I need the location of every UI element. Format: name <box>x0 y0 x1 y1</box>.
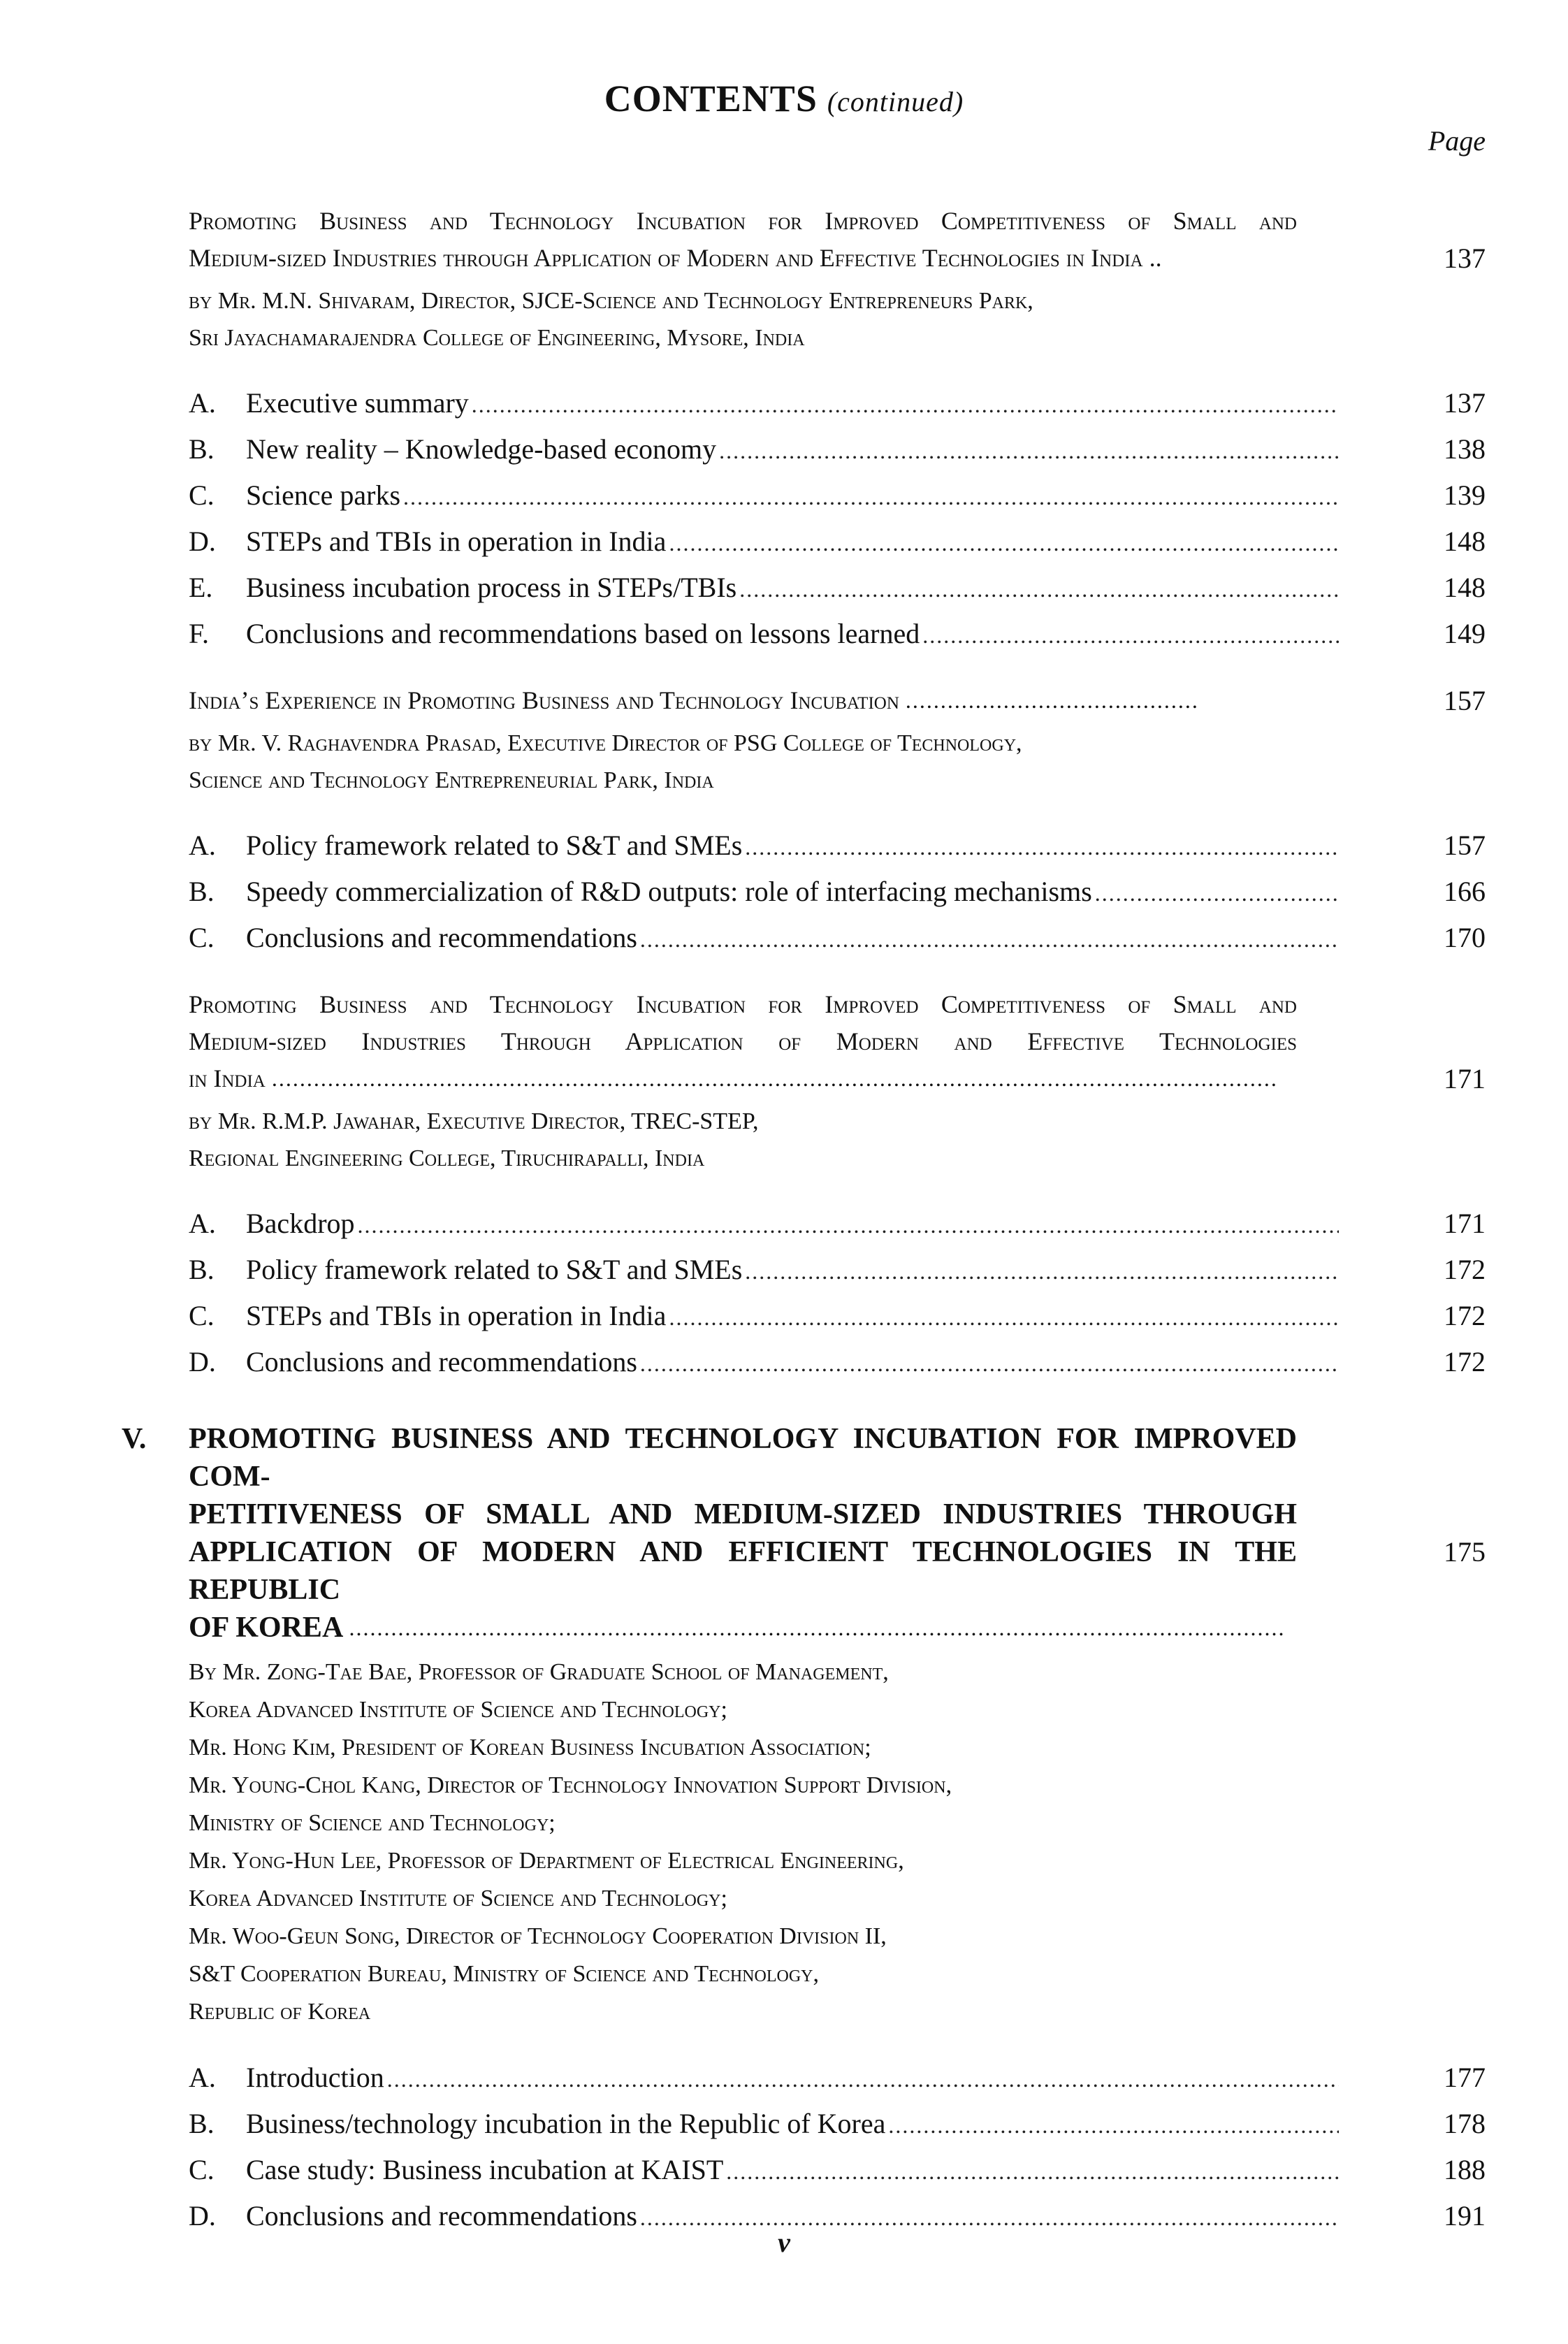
page-title <box>0 77 1568 120</box>
author-line: Mr. Woo-Geun Song, Director of Technology Cooperation Division II, <box>189 1923 887 1949</box>
author-line: Republic of Korea <box>189 1999 371 2025</box>
heading-line <box>189 1609 1297 1647</box>
toc-entry[interactable] <box>189 1247 1486 1293</box>
entry-title: Policy framework related to S&T and SMEs <box>246 1254 743 1285</box>
toc-entry[interactable] <box>189 823 1486 869</box>
heading-line <box>189 1060 1297 1097</box>
section-heading[interactable] <box>189 682 1486 719</box>
entry-page: 172 <box>1444 1254 1486 1285</box>
dot-leader <box>349 1609 1285 1647</box>
entry-title: Business/technology incubation in the Republic of Korea <box>246 2108 886 2139</box>
dot-leader <box>906 682 1199 719</box>
author-line: Mr. Hong Kim, President of Korean Business Incubation Association; <box>189 1735 871 1760</box>
toc-entry[interactable] <box>189 380 1486 426</box>
byline-line: Sri Jayachamarajendra College of Engineering, Mysore, India <box>189 325 805 351</box>
heading-line: Medium-sized Industries Through Application of Modern and Effective Technologies <box>189 1027 1297 1055</box>
entry-letter: C. <box>189 479 215 511</box>
toc-entry[interactable] <box>189 869 1486 915</box>
heading-line <box>189 682 1297 719</box>
entry-page: 171 <box>1444 1208 1486 1239</box>
author-line: Ministry of Science and Technology; <box>189 1810 556 1836</box>
entry-title: Introduction <box>246 2062 384 2093</box>
dot-leader <box>669 1294 1339 1340</box>
toc-entry[interactable] <box>189 472 1486 519</box>
entry-letter: F. <box>189 618 210 649</box>
entry-page: 148 <box>1444 572 1486 603</box>
dot-leader <box>739 566 1339 612</box>
heading-text: India’s Experience in Promoting Business and Technology Incubation <box>189 686 899 714</box>
toc-entry[interactable] <box>189 2101 1486 2147</box>
dot-leader <box>888 2102 1339 2148</box>
entry-title: Conclusions and recommendations <box>246 1346 637 1377</box>
entry-letter: D. <box>189 2200 216 2231</box>
dot-leader <box>472 382 1339 428</box>
chapter-number: V. <box>122 1423 147 1455</box>
toc-entry[interactable] <box>189 1293 1486 1339</box>
byline-line: Science and Technology Entrepreneurial Park, India <box>189 767 714 793</box>
entry-title: Conclusions and recommendations based on lessons learned <box>246 618 920 649</box>
entry-letter: B. <box>189 1254 215 1285</box>
toc-entry[interactable] <box>189 915 1486 961</box>
entry-letter: C. <box>189 2154 215 2185</box>
heading-line: APPLICATION OF MODERN AND EFFICIENT TECHNOLOGIES IN THE REPUBLIC <box>189 1536 1297 1606</box>
entry-title: Conclusions and recommendations <box>246 922 637 953</box>
entry-page: 157 <box>1444 830 1486 861</box>
entry-page: 178 <box>1444 2108 1486 2139</box>
entry-title: Science parks <box>246 479 401 511</box>
entry-list <box>189 823 1486 961</box>
heading-line: Medium-sized Industries through Application of Modern and Effective Technologies in India .. <box>189 244 1162 272</box>
entry-letter: A. <box>189 830 216 861</box>
dot-leader <box>272 1060 1278 1097</box>
toc-entry[interactable] <box>189 426 1486 472</box>
chapter-v <box>122 1420 1486 2239</box>
author-line: S&T Cooperation Bureau, Ministry of Science and Technology, <box>189 1961 819 1987</box>
toc-entry[interactable] <box>189 519 1486 565</box>
dot-leader <box>1095 870 1339 916</box>
entry-title: Backdrop <box>246 1208 355 1239</box>
entry-page: 170 <box>1444 922 1486 953</box>
heading-line: Promoting Business and Technology Incubation for Improved Competitiveness of Small and <box>189 207 1297 235</box>
entry-page: 137 <box>1444 387 1486 419</box>
toc-entry[interactable] <box>189 2055 1486 2101</box>
entry-page: 166 <box>1444 876 1486 907</box>
entry-page: 172 <box>1444 1346 1486 1377</box>
entry-title: STEPs and TBIs in operation in India <box>246 1300 667 1331</box>
dot-leader <box>922 612 1339 658</box>
section-page-number: 157 <box>1444 685 1486 716</box>
entry-page: 138 <box>1444 433 1486 465</box>
entry-letter: C. <box>189 1300 215 1331</box>
dot-leader <box>745 824 1339 870</box>
heading-line: PROMOTING BUSINESS AND TECHNOLOGY INCUBATION FOR IMPROVED COM- <box>189 1423 1297 1493</box>
toc-entry[interactable] <box>189 2147 1486 2193</box>
byline <box>189 1103 1486 1177</box>
byline <box>189 725 1486 799</box>
entry-page: 188 <box>1444 2154 1486 2185</box>
toc-entry[interactable] <box>189 1339 1486 1385</box>
entry-letter: C. <box>189 922 215 953</box>
toc-section-2 <box>189 682 1486 961</box>
chapter-heading[interactable] <box>189 1420 1486 1647</box>
entry-title: Business incubation process in STEPs/TBIs <box>246 572 737 603</box>
toc-section-3 <box>189 986 1486 1385</box>
dot-leader <box>640 1340 1339 1387</box>
byline <box>189 282 1486 356</box>
entry-letter: E. <box>189 572 213 603</box>
entry-list <box>189 2055 1486 2239</box>
section-heading[interactable] <box>189 986 1486 1097</box>
toc-section-1 <box>189 203 1486 657</box>
entry-letter: B. <box>189 2108 215 2139</box>
dot-leader <box>358 1202 1339 1248</box>
entry-title: Conclusions and recommendations <box>246 2200 637 2231</box>
entry-page: 149 <box>1444 618 1486 649</box>
entry-letter: D. <box>189 1346 216 1377</box>
entry-title: Executive summary <box>246 387 469 419</box>
heading-line: PETITIVENESS OF SMALL AND MEDIUM-SIZED INDUSTRIES THROUGH <box>189 1498 1297 1531</box>
author-line: Korea Advanced Institute of Science and Technology; <box>189 1886 727 1911</box>
author-line: Korea Advanced Institute of Science and Technology; <box>189 1697 727 1723</box>
page-column-label: Page <box>1428 125 1486 157</box>
heading-text: in India <box>189 1064 266 1092</box>
entry-page: 191 <box>1444 2200 1486 2231</box>
dot-leader <box>387 2056 1339 2102</box>
dot-leader <box>745 1248 1339 1294</box>
toc-entry[interactable] <box>189 611 1486 657</box>
entry-title: STEPs and TBIs in operation in India <box>246 526 667 557</box>
byline-line: by Mr. V. Raghavendra Prasad, Executive Director of PSG College of Technology, <box>189 730 1022 756</box>
dot-leader <box>640 916 1339 962</box>
dot-leader <box>719 428 1339 474</box>
entry-page: 139 <box>1444 479 1486 511</box>
toc-content <box>122 203 1486 2239</box>
entry-page: 148 <box>1444 526 1486 557</box>
author-line: By Mr. Zong-Tae Bae, Professor of Graduate School of Management, <box>189 1659 889 1685</box>
entry-title: Speedy commercialization of R&D outputs: role of interfacing mechanisms <box>246 876 1092 907</box>
toc-entry[interactable] <box>189 565 1486 611</box>
entry-title: New reality – Knowledge-based economy <box>246 433 717 465</box>
chapter-page-number: 175 <box>1444 1536 1486 1568</box>
byline-line: Regional Engineering College, Tiruchirapalli, India <box>189 1145 705 1171</box>
entry-letter: B. <box>189 876 215 907</box>
section-page-number: 137 <box>1444 243 1486 274</box>
folio-page-number: v <box>778 2227 790 2258</box>
heading-line: Promoting Business and Technology Incubation for Improved Competitiveness of Small and <box>189 990 1297 1018</box>
dot-leader <box>726 2148 1339 2194</box>
toc-entry[interactable] <box>189 1201 1486 1247</box>
entry-list <box>189 1201 1486 1385</box>
title-text: CONTENTS <box>604 78 818 120</box>
author-list <box>189 1654 1486 2031</box>
section-heading[interactable] <box>189 203 1486 277</box>
entry-page: 177 <box>1444 2062 1486 2093</box>
entry-letter: A. <box>189 2062 216 2093</box>
entry-title: Case study: Business incubation at KAIST <box>246 2154 724 2185</box>
entry-letter: A. <box>189 387 216 419</box>
entry-letter: D. <box>189 526 216 557</box>
entry-letter: A. <box>189 1208 216 1239</box>
section-page-number: 171 <box>1444 1063 1486 1094</box>
author-line: Mr. Yong-Hun Lee, Professor of Department of Electrical Engineering, <box>189 1848 904 1874</box>
entry-title: Policy framework related to S&T and SMEs <box>246 830 743 861</box>
entry-list <box>189 380 1486 657</box>
author-line: Mr. Young-Chol Kang, Director of Technology Innovation Support Division, <box>189 1772 952 1798</box>
entry-letter: B. <box>189 433 215 465</box>
dot-leader <box>669 520 1339 566</box>
entry-page: 172 <box>1444 1300 1486 1331</box>
dot-leader <box>403 474 1339 520</box>
byline-line: by Mr. R.M.P. Jawahar, Executive Director, TREC-STEP, <box>189 1108 759 1134</box>
title-continued: (continued) <box>827 86 964 117</box>
heading-text: OF KOREA <box>189 1612 342 1644</box>
byline-line: by Mr. M.N. Shivaram, Director, SJCE-Science and Technology Entrepreneurs Park, <box>189 288 1033 314</box>
